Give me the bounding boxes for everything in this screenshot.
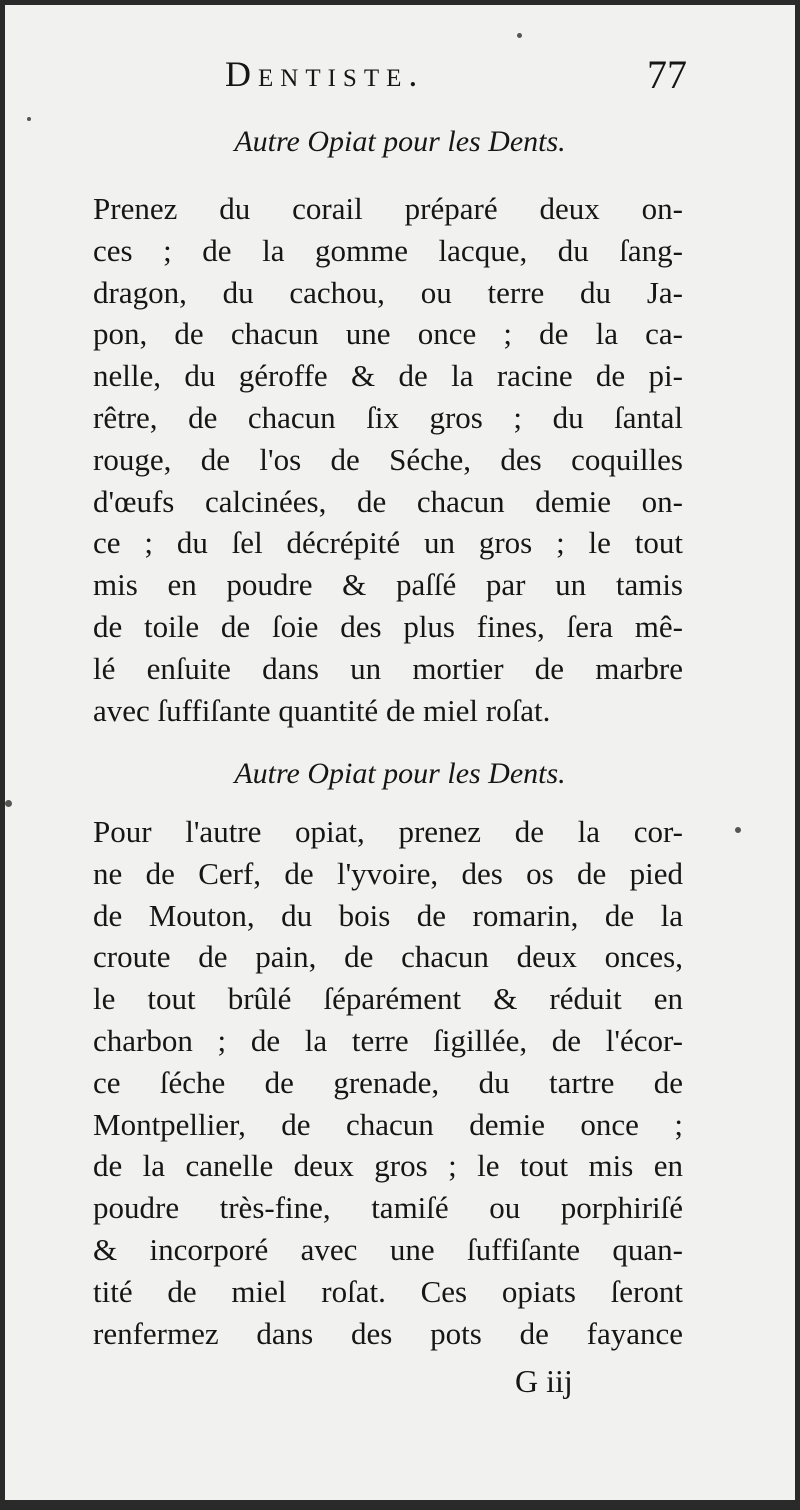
text-line: rêtre, de chacun ſix gros ; du ſantal (93, 399, 683, 435)
text-line: ce ; du ſel décrépité un gros ; le tout (93, 525, 683, 561)
text-line: d'œufs calcinées, de chacun demie on- (93, 483, 683, 519)
text-line: pon, de chacun une once ; de la ca- (93, 316, 683, 352)
book-page (5, 5, 795, 1500)
ink-speck (735, 827, 741, 833)
ink-speck (27, 117, 31, 121)
text-line: Montpellier, de chacun demie once ; (93, 1106, 683, 1142)
ink-speck (5, 800, 12, 807)
text-line: & incorporé avec une ſuffiſante quan- (93, 1231, 683, 1267)
text-line: tité de miel roſat. Ces opiats ſeront (93, 1273, 683, 1309)
text-line: nelle, du géroffe & de la racine de pi- (93, 358, 683, 394)
text-line: charbon ; de la terre ſigillée, de l'écor- (93, 1022, 683, 1058)
text-line: rouge, de l'os de Séche, des coquilles (93, 441, 683, 477)
section-heading-1: Autre Opiat pour les Dents. (234, 125, 566, 158)
page-number: 77 (647, 52, 687, 97)
text-line: ce ſéche de grenade, du tartre de (93, 1064, 683, 1100)
text-line: Prenez du corail préparé deux on- (93, 191, 683, 226)
text-line: de Mouton, du bois de romarin, de la (93, 897, 683, 933)
signature-mark: G iij (515, 1363, 573, 1399)
text-line: de toile de ſoie des plus fines, ſera mê- (93, 608, 683, 644)
text-line: ne de Cerf, de l'yvoire, des os de pied (93, 855, 683, 891)
running-title: Dentiste. (225, 54, 425, 94)
text-line: lé enſuite dans un mortier de marbre (93, 650, 683, 686)
text-line: avec ſuffiſante quantité de miel roſat. (93, 692, 551, 728)
text-line: dragon, du cachou, ou terre du Ja- (93, 274, 683, 310)
text-line: renfermez dans des pots de fayance (93, 1315, 683, 1351)
text-line: poudre très-fine, tamiſé ou porphiriſé (93, 1190, 683, 1226)
text-line: de la canelle deux gros ; le tout mis en (93, 1148, 683, 1184)
paragraph-2 (93, 811, 683, 1354)
paragraph-1 (93, 188, 683, 731)
text-line: croute de pain, de chacun deux onces, (93, 939, 683, 975)
ink-speck (517, 33, 522, 38)
text-line: mis en poudre & paſſé par un tamis (93, 567, 683, 603)
section-heading-2: Autre Opiat pour les Dents. (234, 757, 566, 790)
text-line: le tout brûlé ſéparément & réduit en (93, 981, 683, 1017)
text-line: Pour l'autre opiat, prenez de la cor- (93, 814, 683, 849)
page-header (225, 53, 695, 109)
text-line: ces ; de la gomme lacque, du ſang- (93, 232, 683, 268)
